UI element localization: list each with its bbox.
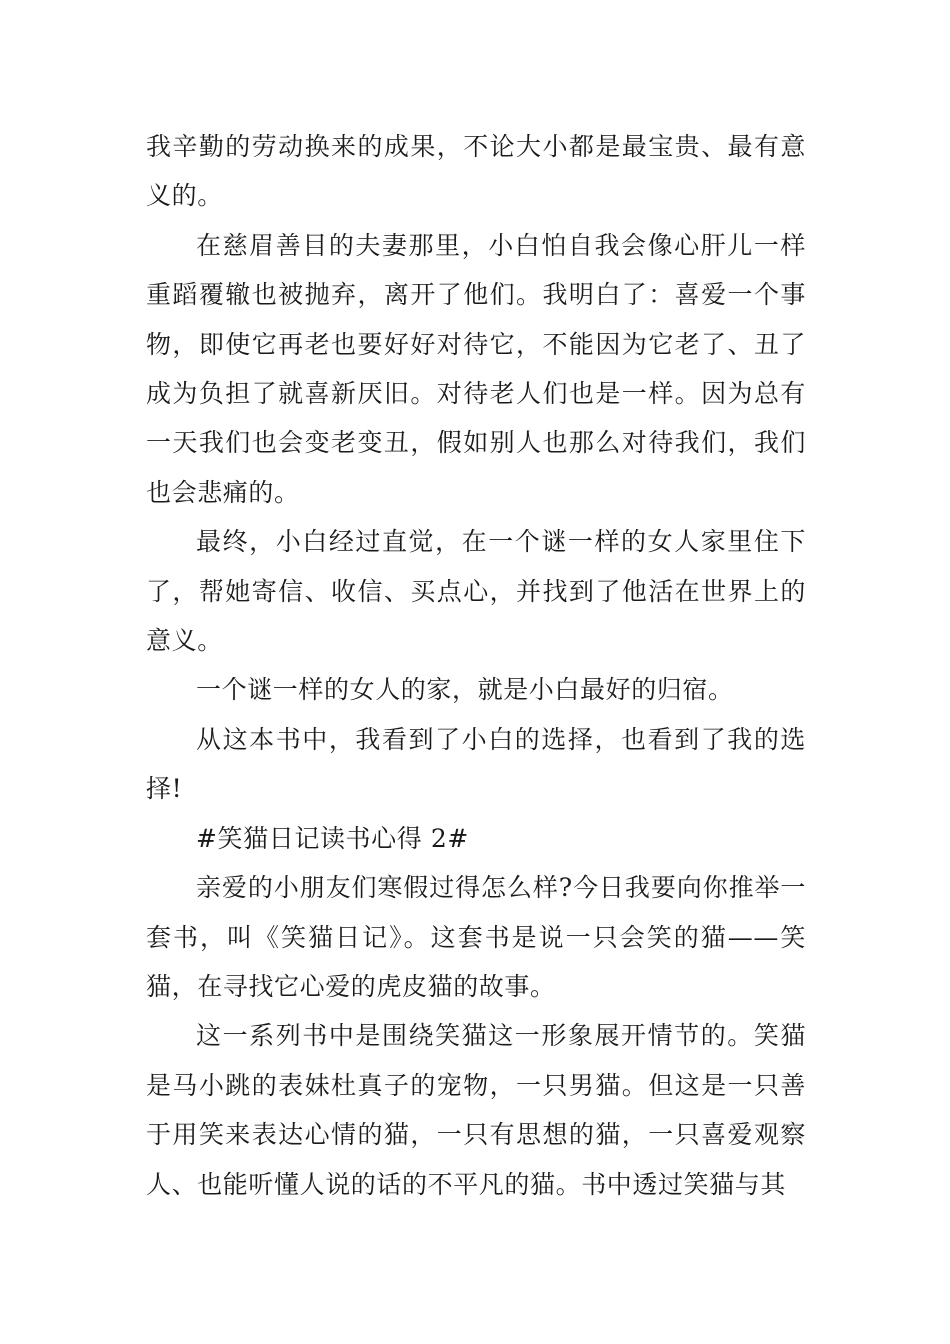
paragraph-choice: 从这本书中，我看到了小白的选择，也看到了我的选择! xyxy=(146,724,806,804)
paragraph-intro-book: 亲爱的小朋友们寒假过得怎么样?今日我要向你推举一套书，叫《笑猫日记》。这套书是说一只会笑的猫——笑猫，在寻找它心爱的虎皮猫的故事。 xyxy=(146,873,806,1001)
paragraph-series: 这一系列书中是围绕笑猫这一形象展开情节的。笑猫是马小跳的表妹杜真子的宠物，一只男猫。但这是一只善于用笑来表达心情的猫，一只有思想的猫，一只喜爱观察人、也能听懂人说的话的不平凡的猫。书中透过笑猫与其 xyxy=(146,1021,806,1199)
document-body xyxy=(146,122,806,1209)
paragraph-couple-home: 在慈眉善目的夫妻那里，小白怕自我会像心肝儿一样重蹈覆辙也被抛弃，离开了他们。我明白了：喜爱一个事物，即使它再老也要好好对待它，不能因为它老了、丑了成为负担了就喜新厌旧。对待老人们也是一样。因为总有一天我们也会变老变丑，假如别人也那么对待我们，我们也会悲痛的。 xyxy=(146,230,806,507)
section-heading: #笑猫日记读书心得 2# xyxy=(196,823,469,853)
paragraph-continuation: 我辛勤的劳动换来的成果，不论大小都是最宝贵、最有意义的。 xyxy=(146,132,806,211)
paragraph-home: 一个谜一样的女人的家，就是小白最好的归宿。 xyxy=(196,675,734,705)
paragraph-mysterious-woman: 最终，小白经过直觉，在一个谜一样的女人家里住下了，帮她寄信、收信、买点心，并找到了他活在世界上的意义。 xyxy=(146,527,806,656)
